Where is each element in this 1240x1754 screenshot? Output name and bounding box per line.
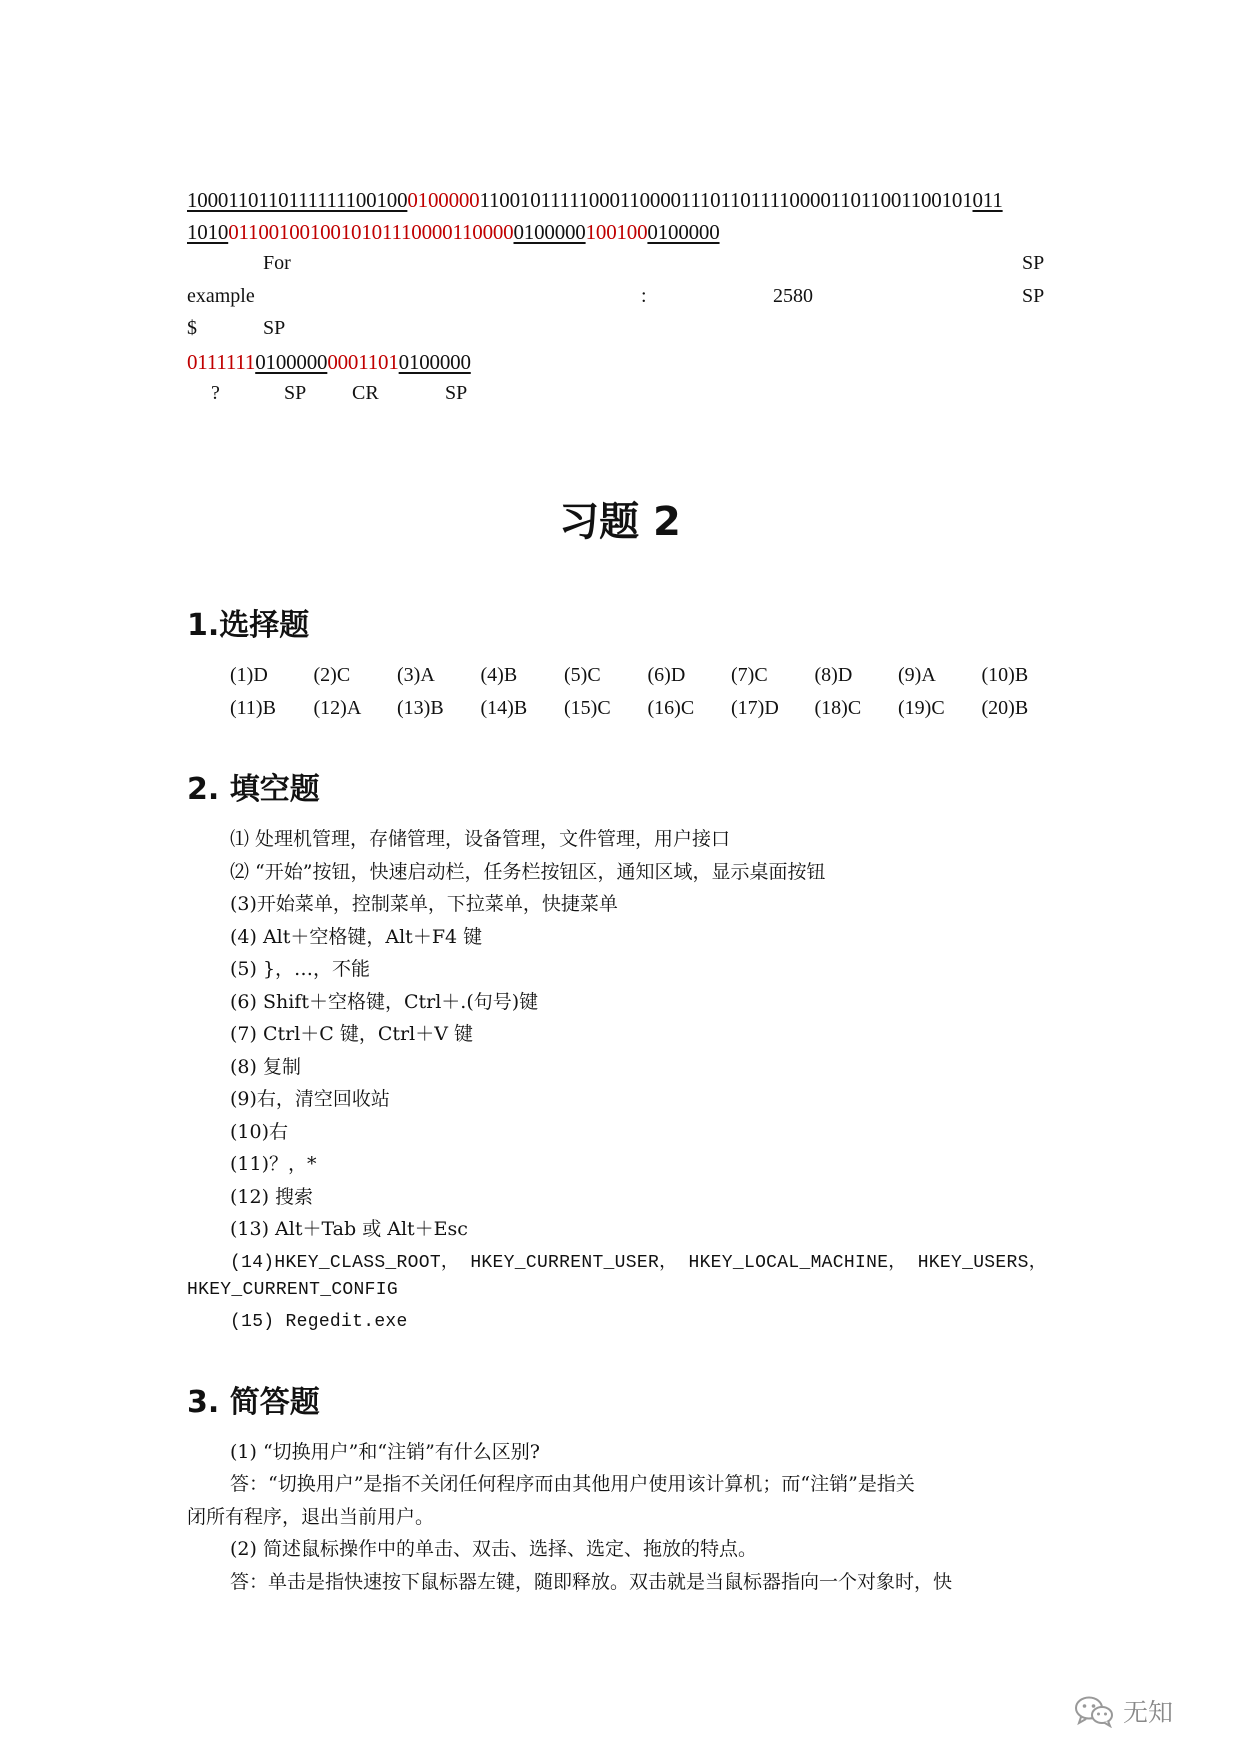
choice-answer: (9)A	[898, 664, 936, 686]
fill-item: (6) Shift＋空格键，Ctrl＋.(句号)键	[230, 991, 539, 1013]
fill-item: (12) 搜索	[230, 1186, 314, 1208]
binary-line-1	[187, 188, 1003, 213]
binary-segment: 1010	[187, 220, 229, 244]
ascii-sp: SP	[284, 382, 307, 404]
answer-1-line-2: 闭所有程序，退出当前用户。	[187, 1506, 435, 1528]
fill-item: (7) Ctrl＋C 键，Ctrl＋V 键	[230, 1023, 473, 1045]
binary-segment: 0100000	[513, 220, 586, 244]
choice-answer: (11)B	[230, 697, 276, 719]
binary-segment: 0110010010010101110000110000	[228, 220, 514, 244]
section-heading-choice: 1.选择题	[187, 608, 310, 643]
choice-answer: (12)A	[313, 697, 362, 719]
ascii-sp: SP	[1022, 252, 1045, 274]
fill-item: (8) 复制	[230, 1056, 301, 1078]
ascii-dollar: $	[187, 317, 197, 339]
fill-item: (10)右	[230, 1121, 289, 1143]
ascii-cr: CR	[352, 382, 379, 404]
binary-segment: 100100	[585, 220, 648, 244]
fill-item: (11)？，*	[230, 1153, 317, 1175]
fill-item: (3)开始菜单，控制菜单，下拉菜单，快捷菜单	[230, 893, 618, 915]
fill-item: (9)右，清空回收站	[230, 1088, 390, 1110]
choice-answer: (4)B	[480, 664, 518, 686]
choice-answer: (10)B	[981, 664, 1029, 686]
answer-2-line-1: 答：单击是指快速按下鼠标器左键，随即释放。双击就是当鼠标器指向一个对象时，快	[230, 1571, 953, 1593]
fill-item: (13) Alt＋Tab 或 Alt＋Esc	[230, 1218, 468, 1240]
ascii-2580: 2580	[773, 285, 813, 307]
binary-segment: 0100000	[398, 350, 471, 374]
choice-answer: (8)D	[814, 664, 853, 686]
choice-answer: (19)C	[898, 697, 945, 719]
question-2: (2) 简述鼠标操作中的单击、双击、选择、选定、拖放的特点。	[230, 1538, 757, 1560]
choice-answer: (3)A	[397, 664, 435, 686]
wechat-icon	[1073, 1694, 1115, 1728]
fill-item: ⑴ 处理机管理，存储管理，设备管理，文件管理，用户接口	[230, 828, 731, 850]
choice-answer: (17)D	[731, 697, 779, 719]
choice-answer: (13)B	[397, 697, 444, 719]
watermark-text: 无知	[1123, 1698, 1174, 1727]
fill-item: (5) }，…，不能	[230, 958, 371, 980]
ascii-sp: SP	[1022, 285, 1045, 307]
binary-segment: 0100000	[407, 188, 480, 212]
section-heading-short-answer: 3. 简答题	[187, 1385, 320, 1420]
exercise-title: 习题 2	[559, 499, 681, 545]
choice-answer: (7)C	[731, 664, 768, 686]
choice-answer: (18)C	[814, 697, 862, 719]
binary-line-2	[187, 220, 720, 245]
ascii-for: For	[263, 252, 291, 274]
fill-item: ⑵ “开始”按钮，快速启动栏，任务栏按钮区，通知区域，显示桌面按钮	[230, 861, 826, 883]
ascii-sp: SP	[263, 317, 286, 339]
binary-segment: 0100000	[647, 220, 720, 244]
choice-answer: (16)C	[647, 697, 695, 719]
watermark	[1073, 1693, 1173, 1729]
binary-segment: 1000110110111111100100	[187, 188, 408, 212]
section-heading-fill: 2. 填空题	[187, 772, 320, 807]
choice-answer: (6)D	[647, 664, 686, 686]
answer-1-line-1: 答：“切换用户”是指不关闭任何程序而由其他用户使用该计算机；而“注销”是指关	[230, 1473, 915, 1495]
ascii-colon: :	[641, 285, 647, 307]
fill-item: (15) Regedit.exe	[230, 1312, 408, 1332]
choice-answer: (14)B	[480, 697, 528, 719]
choice-answer: (15)C	[564, 697, 611, 719]
ascii-example: example	[187, 285, 255, 307]
binary-segment: 1100101111100011000011101101111000011011001100101	[479, 188, 973, 212]
ascii-sp: SP	[445, 382, 468, 404]
choice-answer: (20)B	[981, 697, 1029, 719]
ascii-question: ?	[211, 382, 220, 404]
fill-item: (14)HKEY_CLASS_ROOT， HKEY_CURRENT_USER， HKEY_LOCAL_MACHINE， HKEY_USERS，	[230, 1253, 1048, 1273]
choice-answer: (5)C	[564, 664, 601, 686]
binary-segment: 011	[972, 188, 1003, 212]
question-1: (1) “切换用户”和“注销”有什么区别?	[230, 1441, 540, 1463]
binary-line-3	[187, 350, 471, 375]
fill-item-continuation: HKEY_CURRENT_CONFIG	[187, 1280, 398, 1300]
binary-segment: 0100000	[255, 350, 328, 374]
choice-answer: (2)C	[313, 664, 351, 686]
binary-segment: 0001101	[327, 350, 399, 374]
choice-answer: (1)D	[230, 664, 268, 686]
fill-item: (4) Alt＋空格键，Alt＋F4 键	[230, 926, 483, 948]
binary-segment: 0111111	[187, 350, 256, 374]
